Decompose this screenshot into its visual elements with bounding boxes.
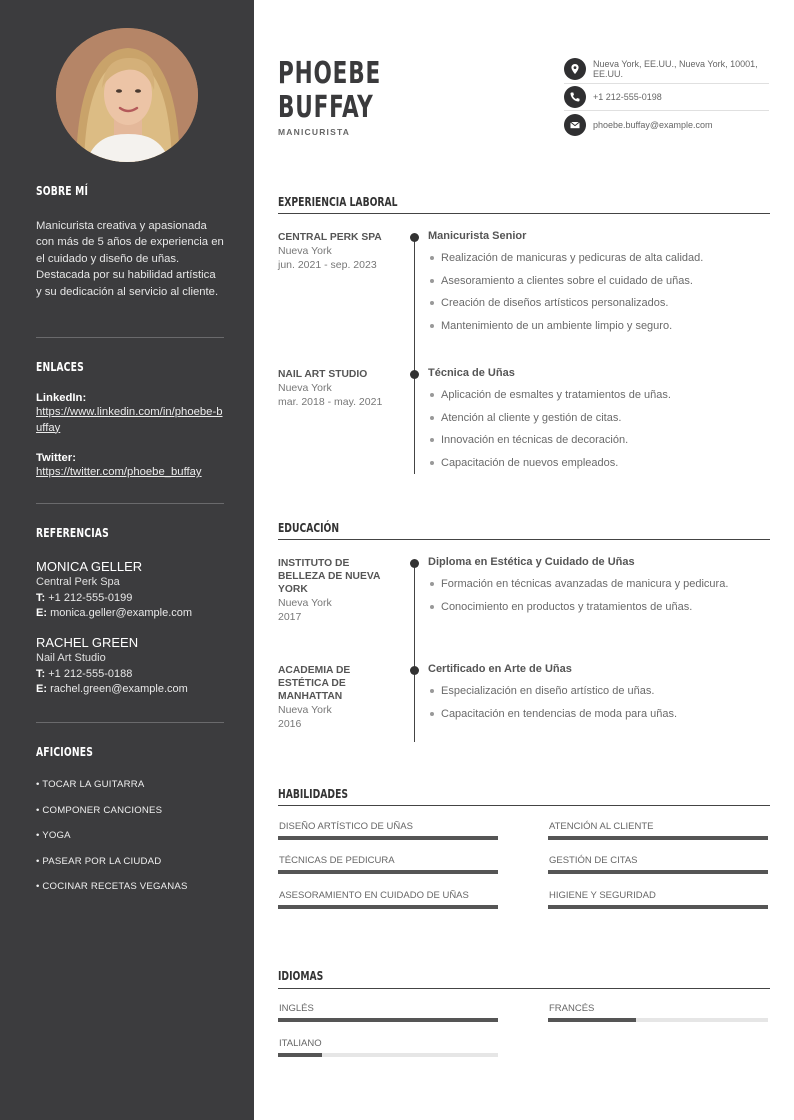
bullet-item: Capacitación de nuevos empleados. [428,452,770,475]
contact-divider [564,110,769,111]
bullet-list [428,384,770,474]
reference-item [36,559,224,621]
reference-email-row [36,682,224,697]
location: Nueva York [278,245,332,257]
skill-item [548,890,768,909]
about-text: Manicurista creativa y apasionada con más de 5 años de experiencia en el cuidado y diseño de uñas. Destacada por su habilidad artística y su dedicación al servicio al cliente. [36,220,224,298]
skill-bar [548,836,768,840]
portrait-illustration [56,28,198,162]
skill-name: HIGIENE Y SEGURIDAD [549,890,656,901]
bullet-list [428,573,770,618]
twitter-link[interactable]: https://twitter.com/phoebe_buffay [36,466,202,478]
language-item [278,1003,498,1022]
links-title: ENLACES [36,359,84,374]
contact-divider [564,83,769,84]
link-label: LinkedIn: [36,392,87,404]
contact-email [564,114,769,136]
skill-item [548,855,768,874]
date-range: mar. 2018 - may. 2021 [278,396,383,408]
languages-title: IDIOMAS [278,968,324,983]
education-entry-detail [428,663,770,725]
degree: Diploma en Estética y Cuidado de Uñas [428,556,635,568]
position: Técnica de Uñas [428,367,515,379]
skill-bar [278,870,498,874]
skill-name: ASESORAMIENTO EN CUIDADO DE UÑAS [279,890,469,901]
bullet-list [428,680,770,725]
contact-phone [564,86,769,108]
hobby-item: • PASEAR POR LA CIUDAD [36,855,162,867]
hobby-item: • COMPONER CANCIONES [36,804,163,816]
bullet-item: Asesoramiento a clientes sobre el cuidado de uñas. [428,270,770,293]
hobby-item: • COCINAR RECETAS VEGANAS [36,881,188,892]
skill-bar [278,905,498,909]
hobbies-section [36,744,224,759]
skill-bar [278,836,498,840]
skill-bar-fill [548,870,768,874]
experience-entry-meta [278,368,394,409]
skill-name: TÉCNICAS DE PEDICURA [279,855,395,866]
degree: Certificado en Arte de Uñas [428,663,572,675]
skill-name: GESTIÓN DE CITAS [549,855,638,866]
bullet-list [428,247,770,337]
reference-email: rachel.green@example.com [50,683,188,695]
skill-bar-fill [548,836,768,840]
language-item [548,1003,768,1022]
timeline-dot [410,370,419,379]
sidebar [0,0,254,1120]
education-title: EDUCACIÓN [278,520,340,535]
language-name: ITALIANO [279,1038,322,1049]
education-entry-detail [428,556,770,618]
language-bar-fill [548,1018,636,1022]
reference-item [36,635,224,697]
hobbies-title: AFICIONES [36,744,94,759]
location: Nueva York [278,704,332,716]
bullet-item: Especialización en diseño artístico de uñas. [428,680,770,703]
sidebar-divider [36,503,224,504]
section-rule [278,988,770,989]
first-name: PHOEBE [278,56,382,91]
position: Manicurista Senior [428,230,527,242]
bullet-item: Capacitación en tendencias de moda para uñas. [428,703,770,726]
reference-phone-row [36,667,224,682]
education-entry-meta [278,664,394,731]
skill-bar-fill [278,870,498,874]
skill-name: ATENCIÓN AL CLIENTE [549,821,654,832]
last-name: BUFFAY [278,90,374,125]
mail-icon [564,114,586,136]
links-section [36,359,224,374]
section-rule [278,539,770,540]
skill-bar-fill [278,836,498,840]
phone-text: +1 212-555-0198 [593,91,662,102]
about-section [36,183,224,198]
skill-name: DISEÑO ARTÍSTICO DE UÑAS [279,821,413,832]
language-name: INGLÉS [279,1003,314,1014]
hobby-item: • YOGA [36,830,71,841]
reference-company: Nail Art Studio [36,652,106,664]
language-name: FRANCÉS [549,1003,595,1014]
language-bar [278,1053,498,1057]
timeline-dot [410,559,419,568]
email-label: E: [36,683,47,695]
language-bar [548,1018,768,1022]
education-entry-meta [278,557,394,624]
email-text: phoebe.buffay@example.com [593,119,713,130]
bullet-item: Innovación en técnicas de decoración. [428,429,770,452]
about-title: SOBRE MÍ [36,183,89,198]
link-linkedin [36,392,224,436]
hobbies-list [36,779,224,907]
language-item [278,1038,498,1057]
phone-icon [564,86,586,108]
employer: CENTRAL PERK SPA [278,232,382,243]
phone-label: T: [36,592,46,604]
link-twitter [36,452,224,481]
candidate-name [278,57,381,125]
location: Nueva York [278,382,332,394]
job-title: MANICURISTA [278,127,351,137]
skill-item [278,890,498,909]
experience-title: EXPERIENCIA LABORAL [278,194,398,209]
email-label: E: [36,607,47,619]
reference-name: MONICA GELLER [36,559,143,574]
graduation-year: 2017 [278,611,302,623]
hobby-item: • TOCAR LA GUITARRA [36,779,145,790]
language-bar [278,1018,498,1022]
skill-bar [548,870,768,874]
bullet-item: Creación de diseños artísticos personalizados. [428,292,770,315]
location-text: Nueva York, EE.UU., Nueva York, 10001, EE.UU. [593,58,758,79]
timeline-dot [410,233,419,242]
reference-company: Central Perk Spa [36,576,120,588]
skill-item [548,821,768,840]
institution: ACADEMIA DE ESTÉTICA DE MANHATTAN [278,665,351,702]
contact-location [564,58,769,80]
timeline-dot [410,666,419,675]
map-pin-icon [564,58,586,80]
bullet-item: Realización de manicuras y pedicuras de alta calidad. [428,247,770,270]
skill-item [278,821,498,840]
reference-name: RACHEL GREEN [36,635,139,650]
link-label: Twitter: [36,452,76,464]
linkedin-link[interactable]: https://www.linkedin.com/in/phoebe-buffay [36,406,223,434]
location: Nueva York [278,597,332,609]
skill-item [278,855,498,874]
skill-bar-fill [278,905,498,909]
bullet-item: Formación en técnicas avanzadas de manicura y pedicura. [428,573,770,596]
language-bar-fill [278,1053,322,1057]
section-rule [278,213,770,214]
experience-entry-detail [428,230,770,337]
sidebar-divider [36,337,224,338]
profile-photo [56,28,198,162]
section-rule [278,805,770,806]
graduation-year: 2016 [278,718,302,730]
skills-title: HABILIDADES [278,786,349,801]
skill-bar-fill [548,905,768,909]
bullet-item: Atención al cliente y gestión de citas. [428,407,770,430]
reference-email: monica.geller@example.com [50,607,193,619]
references-title: REFERENCIAS [36,525,109,540]
phone-label: T: [36,668,46,680]
bullet-item: Conocimiento en productos y tratamientos de uñas. [428,596,770,619]
bullet-item: Mantenimiento de un ambiente limpio y seguro. [428,315,770,338]
employer: NAIL ART STUDIO [278,369,368,380]
timeline-line [414,236,415,474]
bullet-item: Aplicación de esmaltes y tratamientos de uñas. [428,384,770,407]
institution: INSTITUTO DE BELLEZA DE NUEVA YORK [278,558,381,595]
reference-phone-row [36,591,224,606]
language-bar-fill [278,1018,498,1022]
reference-email-row [36,606,224,621]
reference-phone: +1 212-555-0199 [48,592,133,604]
skill-bar [548,905,768,909]
reference-phone: +1 212-555-0188 [48,668,133,680]
sidebar-divider [36,722,224,723]
experience-entry-detail [428,367,770,474]
experience-entry-meta [278,231,394,272]
references-section [36,525,224,540]
date-range: jun. 2021 - sep. 2023 [278,259,377,271]
timeline-line [414,562,415,742]
